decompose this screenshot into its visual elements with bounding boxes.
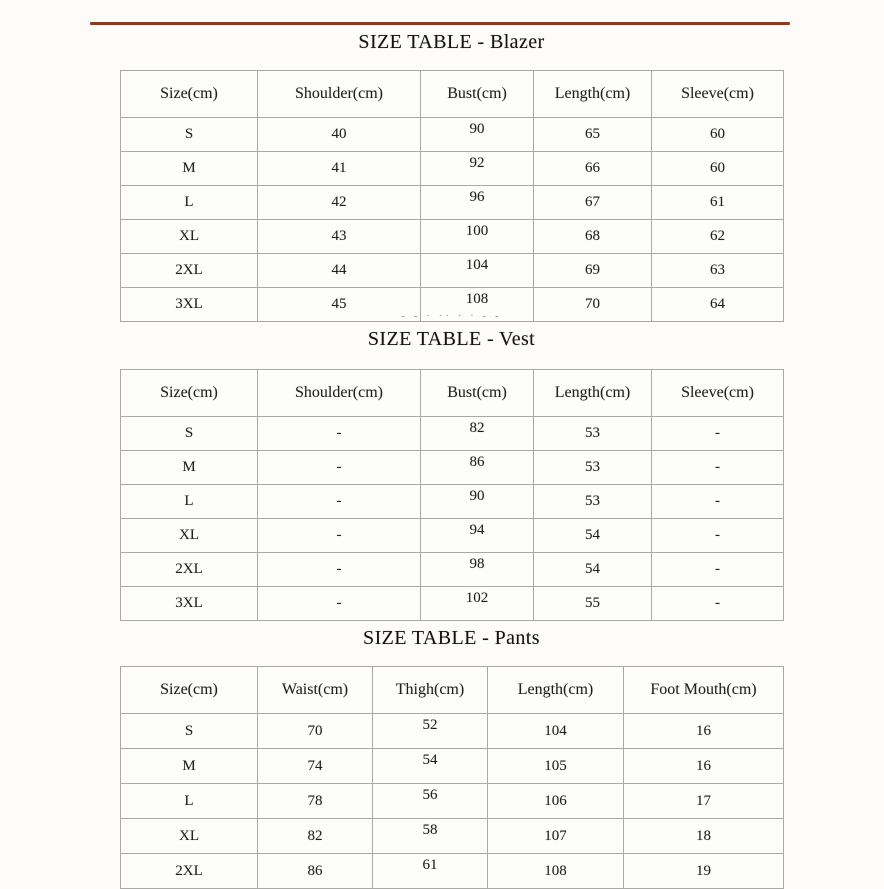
column-header: Size(cm) bbox=[121, 370, 258, 417]
value-cell: 64 bbox=[652, 288, 784, 322]
blazer-table-title: SIZE TABLE - Blazer bbox=[358, 31, 545, 53]
value-cell: 105 bbox=[488, 749, 624, 784]
column-header: Foot Mouth(cm) bbox=[624, 667, 784, 714]
value-cell: 60 bbox=[652, 152, 784, 186]
table-row bbox=[121, 220, 784, 254]
size-label-cell: L bbox=[121, 186, 258, 220]
value-cell: - bbox=[652, 417, 784, 451]
column-header: Size(cm) bbox=[121, 667, 258, 714]
value-cell: - bbox=[258, 451, 421, 485]
size-label-cell: 3XL bbox=[121, 587, 258, 621]
value-cell: 53 bbox=[534, 417, 652, 451]
size-label-cell: S bbox=[121, 118, 258, 152]
value-cell: 19 bbox=[624, 854, 784, 889]
value-cell: 108 bbox=[488, 854, 624, 889]
table-row bbox=[121, 186, 784, 220]
size-label-cell: 2XL bbox=[121, 854, 258, 889]
table-row bbox=[121, 714, 784, 749]
value-cell: 45 bbox=[258, 288, 421, 322]
column-header: Size(cm) bbox=[121, 71, 258, 118]
table-row bbox=[121, 451, 784, 485]
table-row bbox=[121, 254, 784, 288]
column-header: Shoulder(cm) bbox=[258, 71, 421, 118]
size-label-cell: L bbox=[121, 485, 258, 519]
value-cell: - bbox=[652, 451, 784, 485]
size-label-cell: M bbox=[121, 749, 258, 784]
header-row bbox=[121, 370, 784, 417]
table-row bbox=[121, 819, 784, 854]
value-cell: 94 bbox=[421, 519, 534, 553]
value-cell: 108 bbox=[421, 288, 534, 322]
table-row bbox=[121, 854, 784, 889]
size-label-cell: S bbox=[121, 417, 258, 451]
value-cell: 60 bbox=[652, 118, 784, 152]
value-cell: 63 bbox=[652, 254, 784, 288]
value-cell: 67 bbox=[534, 186, 652, 220]
value-cell: 55 bbox=[534, 587, 652, 621]
value-cell: 54 bbox=[534, 519, 652, 553]
value-cell: 96 bbox=[421, 186, 534, 220]
pants-size-table-wrap bbox=[120, 666, 784, 879]
value-cell: - bbox=[258, 553, 421, 587]
value-cell: 90 bbox=[421, 118, 534, 152]
size-label-cell: L bbox=[121, 784, 258, 819]
blazer-size-table bbox=[120, 70, 784, 322]
value-cell: - bbox=[258, 417, 421, 451]
value-cell: 54 bbox=[373, 749, 488, 784]
value-cell: 40 bbox=[258, 118, 421, 152]
value-cell: 104 bbox=[488, 714, 624, 749]
header-row bbox=[121, 667, 784, 714]
blazer-size-table-wrap bbox=[120, 70, 784, 322]
size-label-cell: XL bbox=[121, 819, 258, 854]
value-cell: 56 bbox=[373, 784, 488, 819]
column-header: Shoulder(cm) bbox=[258, 370, 421, 417]
value-cell: 62 bbox=[652, 220, 784, 254]
value-cell: 104 bbox=[421, 254, 534, 288]
value-cell: 17 bbox=[624, 784, 784, 819]
size-label-cell: S bbox=[121, 714, 258, 749]
value-cell: - bbox=[258, 519, 421, 553]
value-cell: - bbox=[652, 519, 784, 553]
pants-size-table bbox=[120, 666, 784, 889]
column-header: Bust(cm) bbox=[421, 71, 534, 118]
header-row bbox=[121, 71, 784, 118]
table-row bbox=[121, 152, 784, 186]
table-row bbox=[121, 417, 784, 451]
column-header: Length(cm) bbox=[488, 667, 624, 714]
value-cell: - bbox=[258, 485, 421, 519]
value-cell: 68 bbox=[534, 220, 652, 254]
value-cell: 86 bbox=[421, 451, 534, 485]
value-cell: 58 bbox=[373, 819, 488, 854]
column-header: Waist(cm) bbox=[258, 667, 373, 714]
table-row bbox=[121, 485, 784, 519]
value-cell: 16 bbox=[624, 749, 784, 784]
size-label-cell: XL bbox=[121, 519, 258, 553]
column-header: Bust(cm) bbox=[421, 370, 534, 417]
value-cell: 100 bbox=[421, 220, 534, 254]
column-header: Sleeve(cm) bbox=[652, 71, 784, 118]
value-cell: 69 bbox=[534, 254, 652, 288]
value-cell: 78 bbox=[258, 784, 373, 819]
vest-size-table-wrap bbox=[120, 369, 784, 621]
table-row bbox=[121, 784, 784, 819]
value-cell: 41 bbox=[258, 152, 421, 186]
vest-table-title: SIZE TABLE - Vest bbox=[367, 328, 536, 350]
value-cell: 65 bbox=[534, 118, 652, 152]
column-header: Length(cm) bbox=[534, 370, 652, 417]
column-header: Length(cm) bbox=[534, 71, 652, 118]
table-row bbox=[121, 749, 784, 784]
value-cell: - bbox=[258, 587, 421, 621]
value-cell: 82 bbox=[258, 819, 373, 854]
vest-size-table bbox=[120, 369, 784, 621]
value-cell: 92 bbox=[421, 152, 534, 186]
value-cell: - bbox=[652, 553, 784, 587]
value-cell: 102 bbox=[421, 587, 534, 621]
pants-table-title: SIZE TABLE - Pants bbox=[363, 627, 540, 649]
value-cell: 106 bbox=[488, 784, 624, 819]
value-cell: 74 bbox=[258, 749, 373, 784]
value-cell: 43 bbox=[258, 220, 421, 254]
table-row bbox=[121, 118, 784, 152]
value-cell: 61 bbox=[373, 854, 488, 889]
value-cell: - bbox=[652, 587, 784, 621]
value-cell: 16 bbox=[624, 714, 784, 749]
value-cell: - bbox=[652, 485, 784, 519]
value-cell: 53 bbox=[534, 485, 652, 519]
value-cell: 107 bbox=[488, 819, 624, 854]
size-label-cell: 3XL bbox=[121, 288, 258, 322]
column-header: Sleeve(cm) bbox=[652, 370, 784, 417]
size-label-cell: M bbox=[121, 152, 258, 186]
value-cell: 53 bbox=[534, 451, 652, 485]
cropped-text-fragment: - - · ·· · · - - bbox=[401, 310, 502, 322]
table-row bbox=[121, 587, 784, 621]
size-label-cell: 2XL bbox=[121, 553, 258, 587]
value-cell: 70 bbox=[258, 714, 373, 749]
value-cell: 52 bbox=[373, 714, 488, 749]
value-cell: 54 bbox=[534, 553, 652, 587]
value-cell: 70 bbox=[534, 288, 652, 322]
value-cell: 90 bbox=[421, 485, 534, 519]
size-label-cell: XL bbox=[121, 220, 258, 254]
top-accent-line bbox=[90, 22, 790, 25]
column-header: Thigh(cm) bbox=[373, 667, 488, 714]
size-label-cell: M bbox=[121, 451, 258, 485]
value-cell: 66 bbox=[534, 152, 652, 186]
size-label-cell: 2XL bbox=[121, 254, 258, 288]
value-cell: 98 bbox=[421, 553, 534, 587]
value-cell: 18 bbox=[624, 819, 784, 854]
table-row bbox=[121, 519, 784, 553]
table-row bbox=[121, 553, 784, 587]
value-cell: 86 bbox=[258, 854, 373, 889]
value-cell: 61 bbox=[652, 186, 784, 220]
value-cell: 42 bbox=[258, 186, 421, 220]
value-cell: 44 bbox=[258, 254, 421, 288]
value-cell: 82 bbox=[421, 417, 534, 451]
